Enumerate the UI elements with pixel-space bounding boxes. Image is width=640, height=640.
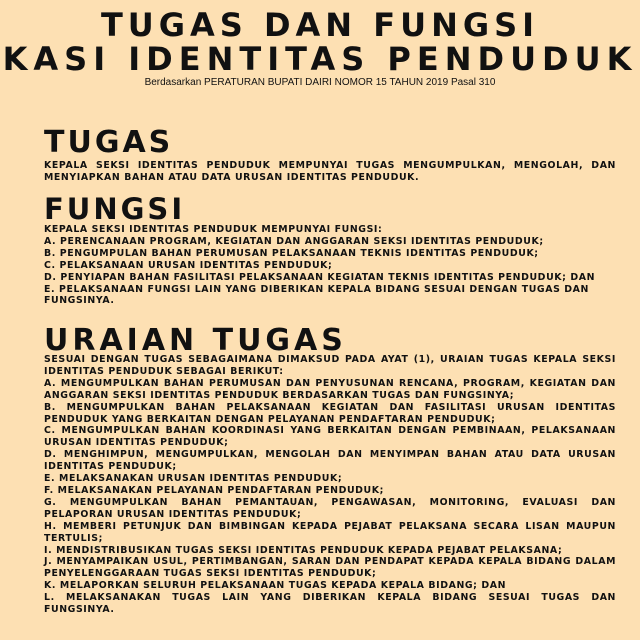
uraian-item: L. MELAKSANAKAN TUGAS LAIN YANG DIBERIKAN KEPALA BIDANG SESUAI TUGAS DAN FUNGSINYA.	[44, 592, 616, 616]
uraian-item: A. MENGUMPULKAN BAHAN PERUMUSAN DAN PENYUSUNAN RENCANA, PROGRAM, KEGIATAN DAN ANGGARAN SEKSI IDENTITAS PENDUDUK BERDASARKAN TUGAS DAN FUNGSINYA;	[44, 377, 616, 401]
uraian-item: D. MENGHIMPUN, MENGUMPULKAN, MENGOLAH DAN MENYIMPAN BAHAN ATAU DATA URUSAN IDENTITAS PENDUDUK;	[44, 449, 616, 473]
uraian-item: B. MENGUMPULKAN BAHAN PELAKSANAAN KEGIATAN DAN FASILITASI URUSAN IDENTITAS PENDUDUK YANG BERKAITAN DENGAN PELAYANAN PENDAFTARAN PENDUDUK;	[44, 401, 616, 425]
uraian-item: G. MENGUMPULKAN BAHAN PEMANTAUAN, PENGAWASAN, MONITORING, EVALUASI DAN PELAPORAN URUSAN IDENTITAS PENDUDUK;	[44, 496, 616, 520]
page-title-line-2: KASI IDENTITAS PENDUDUK	[2, 40, 638, 78]
uraian-heading: URAIAN TUGAS	[44, 323, 347, 358]
uraian-intro: SESUAI DENGAN TUGAS SEBAGAIMANA DIMAKSUD PADA AYAT (1), URAIAN TUGAS KEPALA SEKSI IDENTITAS PENDUDUK SEBAGAI BERIKUT:	[44, 354, 616, 377]
uraian-item: C. MENGUMPULKAN BAHAN KOORDINASI YANG BERKAITAN DENGAN PEMBINAAN, PELAKSANAAN URUSAN IDENTITAS PENDUDUK;	[44, 425, 616, 449]
uraian-item: J. MENYAMPAIKAN USUL, PERTIMBANGAN, SARAN DAN PENDAPAT KEPADA KEPALA BIDANG DALAM PENYELENGGARAAN TUGAS SEKSI IDENTITAS PENDUDUK;	[44, 556, 616, 580]
fungsi-item: B. PENGUMPULAN BAHAN PERUMUSAN PELAKSANAAN TEKNIS IDENTITAS PENDUDUK;	[44, 247, 539, 259]
fungsi-intro: KEPALA SEKSI IDENTITAS PENDUDUK MEMPUNYAI FUNGSI:	[44, 224, 383, 235]
fungsi-item: E. PELAKSANAAN FUNGSI LAIN YANG DIBERIKAN KEPALA BIDANG SESUAI DENGAN TUGAS DAN FUNGSINYA.	[44, 283, 589, 307]
uraian-item: F. MELAKSANAKAN PELAYANAN PENDAFTARAN PENDUDUK;	[44, 484, 384, 496]
tugas-heading: TUGAS	[44, 125, 174, 160]
fungsi-heading: FUNGSI	[44, 192, 186, 226]
tugas-text: KEPALA SEKSI IDENTITAS PENDUDUK MEMPUNYAI TUGAS MENGUMPULKAN, MENGOLAH, DAN MENYIAPKAN BAHAN ATAU DATA URUSAN IDENTITAS PENDUDUK.	[44, 160, 616, 183]
uraian-list	[44, 354, 616, 616]
legal-basis-note: Berdasarkan PERATURAN BUPATI DAIRI NOMOR 15 TAHUN 2019 Pasal 310	[144, 77, 496, 88]
tugas-paragraph	[44, 160, 616, 184]
fungsi-item: D. PENYIAPAN BAHAN FASILITASI PELAKSANAAN KEGIATAN TEKNIS IDENTITAS PENDUDUK; DAN	[44, 271, 596, 283]
uraian-item: K. MELAPORKAN SELURUH PELAKSANAAN TUGAS KEPADA KEPALA BIDANG; DAN	[44, 580, 507, 592]
uraian-item: I. MENDISTRIBUSIKAN TUGAS SEKSI IDENTITAS PENDUDUK KEPADA PEJABAT PELAKSANA;	[44, 544, 563, 556]
page-title-line-1: TUGAS DAN FUNGSI	[100, 6, 540, 44]
uraian-item: E. MELAKSANAKAN URUSAN IDENTITAS PENDUDUK;	[44, 473, 343, 485]
fungsi-item: A. PERENCANAAN PROGRAM, KEGIATAN DAN ANGGARAN SEKSI IDENTITAS PENDUDUK;	[44, 235, 544, 247]
fungsi-item: C. PELAKSANAAN URUSAN IDENTITAS PENDUDUK;	[44, 259, 333, 271]
uraian-item: H. MEMBERI PETUNJUK DAN BIMBINGAN KEPADA PEJABAT PELAKSANA SECARA LISAN MAUPUN TERTULIS;	[44, 520, 616, 544]
fungsi-list	[44, 224, 616, 307]
